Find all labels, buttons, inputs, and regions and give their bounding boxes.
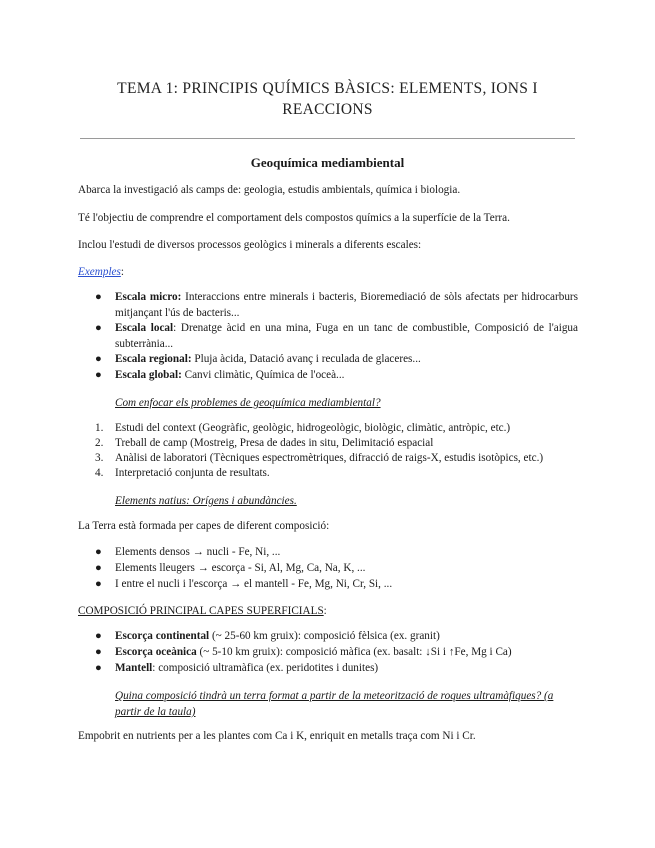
numbered-item-1: 1. Estudi del context (Geogràfic, geològic, hidrogeològic, biològic, climàtic, antròpic, etc.) [95,422,511,434]
answer-paragraph: Empobrit en nutrients per a les plantes com Ca i K, enriquit en metalls traça com Ni i Cr. [78,730,476,742]
bullet-icon: ● [95,353,102,365]
bullet-icon: ● [95,662,102,674]
bullet-icon: ● [95,322,102,334]
examples-link[interactable]: Exemples [78,266,121,278]
question-ultramafic-soil: Quina composició tindrà un terra format a partir de la meteorització de roques ultramàfiques? (a partir de la taula) [115,690,554,718]
document-title [80,78,575,120]
bullet-icon: ● [95,578,102,590]
intro-paragraph-1: Abarca la investigació als camps de: geologia, estudis ambientals, química i biologia. [78,184,461,196]
bullet-icon: ● [95,646,102,658]
section-subtitle: Geoquímica mediambiental [250,155,405,170]
bullet-icon: ● [95,369,102,381]
bullet-icon: ● [95,291,102,303]
list-item-layer-core: ● Elements densos → nucli - Fe, Ni, ... [115,545,578,561]
horizontal-rule [80,138,575,139]
question-approach: Com enfocar els problemes de geoquímica mediambiental? [115,397,381,409]
list-item-scale-global: ● Escala global: Canvi climàtic, Química de l'oceà... [115,368,578,384]
bullet-icon: ● [95,546,102,558]
title-line-2: REACCIONS [282,101,373,118]
list-item-scale-local: ● Escala local: Drenatge àcid en una mina, Fuga en un tanc de combustible, Composició de l'aigua subterrània... [95,322,578,350]
layers-intro: La Terra està formada per capes de diferent composició: [78,520,330,532]
intro-paragraph-2: Té l'objectiu de comprendre el comportament dels compostos químics a la superfície de la Terra. [78,212,510,224]
intro-paragraph-3: Inclou l'estudi de diversos processos geològics i minerals a diferents escales: [78,239,422,251]
list-item-continental-crust: ● Escorça continental (~ 25-60 km gruix): composició fèlsica (ex. granit) [115,629,578,645]
examples-label: Exemples: [78,266,124,278]
heading-native-elements: Elements natius: Orígens i abundàncies. [115,495,297,507]
list-item-scale-micro: ● Escala micro: Interaccions entre minerals i bacteris, Bioremediació de sòls afectats per hidrocarburs mitjançant l'ús de bacteris... [95,291,578,319]
list-item-mantle: ● Mantell: composició ultramàfica (ex. peridotites i dunites) [115,661,578,677]
list-item-layer-crust: ● Elements lleugers → escorça - Si, Al, Mg, Ca, Na, K, ... [115,561,578,577]
title-line-1: TEMA 1: PRINCIPIS QUÍMICS BÀSICS: ELEMENTS, IONS I [117,80,538,97]
list-item-layer-mantle: ● I entre el nucli i l'escorça → el mantell - Fe, Mg, Ni, Cr, Si, ... [115,577,578,593]
heading-surface-composition: COMPOSICIÓ PRINCIPAL CAPES SUPERFICIALS: [78,605,327,617]
list-item-oceanic-crust: ● Escorça oceànica (~ 5-10 km gruix): composició màfica (ex. basalt: ↓Si i ↑Fe, Mg i Ca) [115,645,578,661]
numbered-item-2: 2. Treball de camp (Mostreig, Presa de dades in situ, Delimitació espacial [95,437,434,449]
numbered-item-3: 3. Anàlisi de laboratori (Tècniques espectromètriques, difracció de raigs-X, estudis isotòpics, etc.) [95,452,544,464]
numbered-item-4: 4. Interpretació conjunta de resultats. [95,467,270,479]
bullet-icon: ● [95,630,102,642]
bullet-icon: ● [95,562,102,574]
list-item-scale-regional: ● Escala regional: Pluja àcida, Datació avanç i reculada de glaceres... [115,352,578,368]
